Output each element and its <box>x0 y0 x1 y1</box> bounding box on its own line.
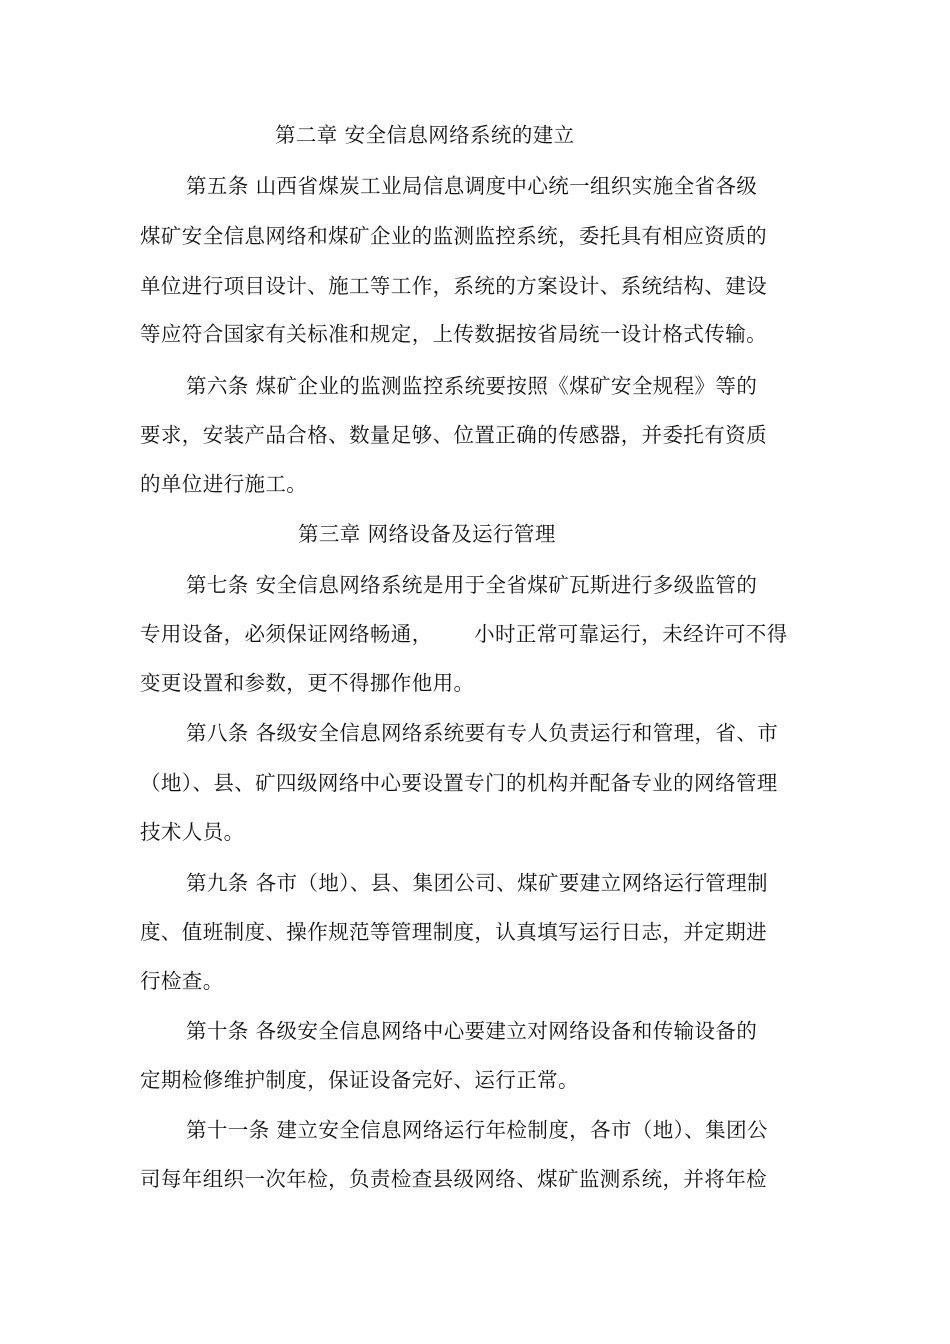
article-9-line-3: 行检查。 <box>140 969 224 993</box>
article-5-line-2: 煤矿安全信息网络和煤矿企业的监测监控系统，委托具有相应资质的 <box>140 224 767 248</box>
article-11-line-1: 第十一条 建立安全信息网络运行年检制度，各市（地）、集团公 <box>186 1118 768 1142</box>
article-9-line-2: 度、值班制度、操作规范等管理制度，认真填写运行日志，并定期进 <box>140 920 767 944</box>
article-7-line-1: 第七条 安全信息网络系统是用于全省煤矿瓦斯进行多级监管的 <box>186 573 758 597</box>
article-7-line-3: 变更设置和参数，更不得挪作他用。 <box>140 671 475 695</box>
article-5-line-4: 等应符合国家有关标准和规定，上传数据按省局统一设计格式传输。 <box>140 322 767 346</box>
article-8-line-3: 技术人员。 <box>140 820 245 844</box>
chapter-3-heading: 第三章 网络设备及运行管理 <box>298 522 556 546</box>
article-6-line-3: 的单位进行施工。 <box>140 472 308 496</box>
article-6-line-1: 第六条 煤矿企业的监测监控系统要按照《煤矿安全规程》等的 <box>186 374 758 398</box>
article-10-line-2: 定期检修维护制度，保证设备完好、运行正常。 <box>140 1068 579 1092</box>
article-5-line-1: 第五条 山西省煤炭工业局信息调度中心统一组织实施全省各级 <box>186 174 758 198</box>
article-8-line-2: （地）、县、矿四级网络中心要设置专门的机构并配备专业的网络管理 <box>140 771 778 795</box>
article-5-line-3: 单位进行项目设计、施工等工作，系统的方案设计、系统结构、建设 <box>140 274 767 298</box>
chapter-2-heading: 第二章 安全信息网络系统的建立 <box>275 123 575 147</box>
article-6-line-2: 要求，安装产品合格、数量足够、位置正确的传感器，并委托有资质 <box>140 423 767 447</box>
article-11-line-2: 司每年组织一次年检，负责检查县级网络、煤矿监测系统，并将年检 <box>140 1167 767 1191</box>
article-10-line-1: 第十条 各级安全信息网络中心要建立对网络设备和传输设备的 <box>186 1019 758 1043</box>
article-7-line-2: 专用设备，必须保证网络畅通， 小时正常可靠运行，未经许可不得 <box>140 622 788 646</box>
article-8-line-1: 第八条 各级安全信息网络系统要有专人负责运行和管理，省、市 <box>186 721 779 745</box>
article-9-line-1: 第九条 各市（地）、县、集团公司、煤矿要建立网络运行管理制 <box>186 871 768 895</box>
